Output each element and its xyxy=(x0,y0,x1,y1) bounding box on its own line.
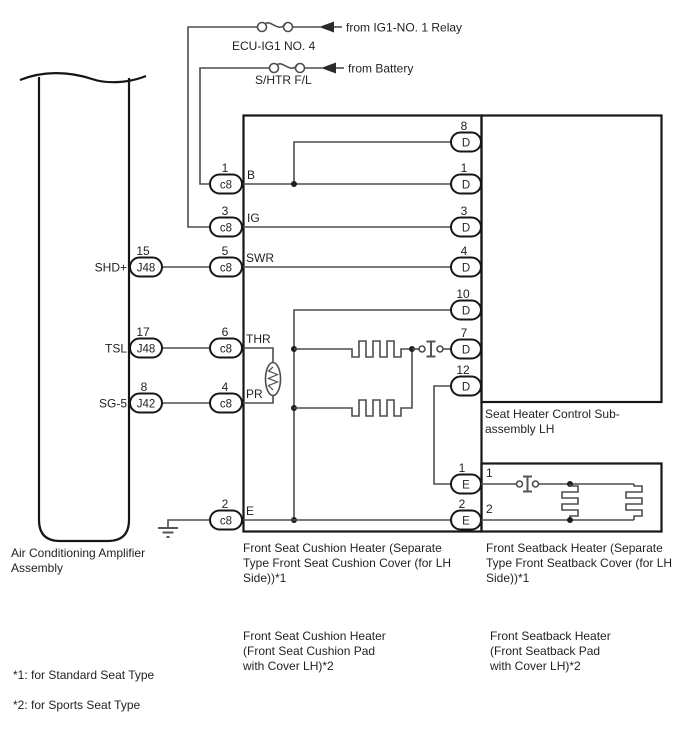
fuse-label: S/HTR F/L xyxy=(255,73,312,87)
connector-code: D xyxy=(461,262,471,275)
pin-number: 10 xyxy=(456,287,470,301)
power-feed-shtr xyxy=(200,62,413,185)
pin-number: 1 xyxy=(221,161,229,175)
seatback-separate-label-line3: Side))*1 xyxy=(486,571,530,585)
pin-number: 2 xyxy=(458,497,466,511)
signal-label: THR xyxy=(246,332,271,346)
connector-d xyxy=(451,119,481,396)
fuse-icon xyxy=(270,64,305,73)
power-source-label: from IG1-NO. 1 Relay xyxy=(346,20,463,35)
fuse-wave-icon xyxy=(277,64,298,68)
cushion-separate-label-line3: Side))*1 xyxy=(243,571,287,585)
wire-ig-feed xyxy=(188,27,258,227)
heater-element-icon xyxy=(294,341,412,357)
connector-c8-3 xyxy=(210,204,260,237)
connector-c8-1 xyxy=(210,161,255,194)
amplifier-outline xyxy=(39,77,129,541)
control-box-label-line2: assembly LH xyxy=(485,422,555,436)
connector-c8-5 xyxy=(210,244,274,277)
connector-code: J42 xyxy=(136,398,156,411)
thermal-switch-icon xyxy=(412,342,451,357)
pin-number: 2 xyxy=(221,497,229,511)
connector-d-8 xyxy=(451,119,481,152)
footnote-2: *2: for Sports Seat Type xyxy=(13,698,141,712)
connector-d-7 xyxy=(451,326,481,359)
box-side-pin-number: 2 xyxy=(486,502,493,516)
box-cushion-heater xyxy=(244,116,482,532)
switch-contact xyxy=(437,346,443,352)
pin-number: 1 xyxy=(458,461,466,475)
pin-number: 6 xyxy=(221,325,229,339)
amplifier-label-line2: Assembly xyxy=(11,561,64,575)
cushion-pad-label-line3: with Cover LH)*2 xyxy=(243,659,334,673)
wire-b-branch xyxy=(294,142,451,184)
cushion-separate-label-line2: Type Front Seat Cushion Cover (for LH xyxy=(243,556,452,570)
connector-e-2 xyxy=(451,497,493,530)
pin-number: 15 xyxy=(136,244,150,258)
connector-j42-8 xyxy=(99,380,162,413)
pin-number: 3 xyxy=(460,204,468,218)
control-box-label-line1: Seat Heater Control Sub- xyxy=(485,407,620,421)
connector-code: c8 xyxy=(219,222,233,235)
connector-code: D xyxy=(461,381,471,394)
connector-code: c8 xyxy=(219,343,233,356)
arrow-left-icon xyxy=(321,63,336,74)
junction-dot xyxy=(567,517,573,523)
box-seat-heater-control xyxy=(482,116,662,403)
ground-icon xyxy=(158,528,178,537)
connector-c8 xyxy=(210,161,274,530)
connector-j48-17 xyxy=(105,325,162,358)
connector-d-1 xyxy=(451,161,481,194)
fuse-icon xyxy=(258,23,293,32)
pin-number: 7 xyxy=(460,326,468,340)
cushion-separate-label-line1: Front Seat Cushion Heater (Separate xyxy=(243,541,442,555)
connector-d-12 xyxy=(451,363,481,396)
signal-label: PR xyxy=(246,387,263,401)
connector-c8-4 xyxy=(210,380,263,413)
switch-contact xyxy=(419,346,425,352)
signal-label: E xyxy=(246,504,255,518)
ground-bars xyxy=(158,528,178,537)
power-feed-ecu-ig1 xyxy=(188,21,462,228)
connector-code: E xyxy=(462,515,470,528)
connector-c8-2 xyxy=(210,497,254,530)
pin-number: 5 xyxy=(221,244,229,258)
switch-bar xyxy=(523,477,532,492)
connector-code: E xyxy=(462,479,470,492)
amplifier-pins xyxy=(95,244,210,413)
arrow-left-icon xyxy=(319,22,334,33)
signal-label: TSL xyxy=(104,341,127,356)
connector-code: D xyxy=(461,222,471,235)
switch-bar xyxy=(427,342,436,357)
signal-label: IG xyxy=(247,211,260,225)
seatback-pad-label-line2: (Front Seatback Pad xyxy=(490,644,601,658)
heater-element-icon xyxy=(562,484,578,520)
pin-number: 4 xyxy=(221,380,229,394)
signal-label: SWR xyxy=(246,251,274,265)
pin-number: 8 xyxy=(140,380,148,394)
footnote-1: *1: for Standard Seat Type xyxy=(13,668,155,682)
connector-code: D xyxy=(461,137,471,150)
switch-contact xyxy=(533,481,539,487)
heater-element-icon xyxy=(626,484,642,520)
heater-element-icon xyxy=(294,349,412,416)
seatback-pad-label-line3: with Cover LH)*2 xyxy=(490,659,581,673)
connector-d-3 xyxy=(451,204,481,237)
cushion-heater-wiring xyxy=(158,142,451,537)
wire-thr xyxy=(242,348,273,363)
connector-code: D xyxy=(461,305,471,318)
fuse-label: ECU-IG1 NO. 4 xyxy=(232,39,316,53)
thermal-switch-icon xyxy=(517,477,539,492)
pin-number: 12 xyxy=(456,363,470,377)
connector-d-10 xyxy=(451,287,481,320)
connector-d-4 xyxy=(451,244,481,277)
seatback-pad-label-line1: Front Seatback Heater xyxy=(490,629,611,643)
junction-dot xyxy=(291,181,297,187)
signal-label: SHD+ xyxy=(94,260,127,275)
amplifier-label-line1: Air Conditioning Amplifier xyxy=(11,546,146,560)
switch-contact xyxy=(517,481,523,487)
seatback-separate-label-line2: Type Front Seatback Cover (for LH xyxy=(486,556,673,570)
fuse-wave-icon xyxy=(265,23,286,27)
wire-ground xyxy=(168,520,210,528)
pin-number: 4 xyxy=(460,244,468,258)
cushion-pad-label-line2: (Front Seat Cushion Pad xyxy=(243,644,376,658)
pin-number: 3 xyxy=(221,204,229,218)
signal-label: B xyxy=(247,168,256,182)
wire-d12-e1 xyxy=(434,386,451,484)
connector-code: c8 xyxy=(219,179,233,192)
connector-code: c8 xyxy=(219,262,233,275)
thermistor-icon xyxy=(266,363,281,396)
connector-code: D xyxy=(461,344,471,357)
signal-label: SG-5 xyxy=(98,396,127,411)
seatback-heater-wiring xyxy=(481,477,642,524)
pin-number: 8 xyxy=(460,119,468,133)
power-source-label: from Battery xyxy=(348,61,414,76)
seatback-separate-label-line1: Front Seatback Heater (Separate xyxy=(486,541,663,555)
box-side-pin-number: 1 xyxy=(486,466,493,480)
cushion-pad-label-line1: Front Seat Cushion Heater xyxy=(243,629,386,643)
connector-code: J48 xyxy=(136,343,156,356)
connector-e-1 xyxy=(451,461,493,494)
pin-number: 1 xyxy=(460,161,468,175)
connector-code: D xyxy=(461,179,471,192)
connector-code: c8 xyxy=(219,398,233,411)
connector-c8-6 xyxy=(210,325,271,358)
connector-code: J48 xyxy=(136,262,156,275)
pin-number: 17 xyxy=(136,325,150,339)
amplifier-assembly xyxy=(11,73,146,575)
connector-code: c8 xyxy=(219,515,233,528)
